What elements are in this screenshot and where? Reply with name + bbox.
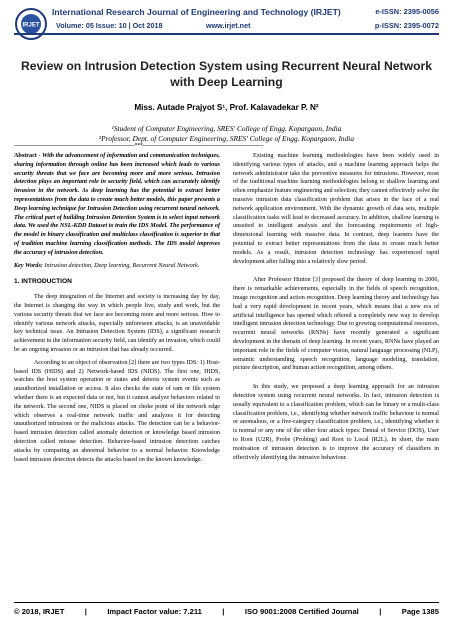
irjet-logo xyxy=(14,7,48,41)
abstract-label: Abstract - xyxy=(14,153,41,159)
keywords-label: Key Words: xyxy=(14,262,43,269)
affiliation-1: ¹Student of Computer Engineering, SRES' College of Engg. Kopargaon, India xyxy=(111,124,342,133)
volume-issue: Volume: 05 Issue: 10 | Oct 2018 xyxy=(56,21,163,30)
p-issn: p-ISSN: 2395-0072 xyxy=(374,21,439,30)
journal-header xyxy=(0,0,453,58)
e-issn: e-ISSN: 2395-0056 xyxy=(375,7,439,16)
intro-paragraph-2: According to an object of observation [2] there are two types IDS: 1) Host-based IDS (HIDS) and 2) Network-based IDS (NIDS). The first one, HIDS, watches the host system operation or states and detects system events such as unauthorized installation or access. It also checks the state of ram or file system whether there is an expected data or not, but it cannot analyze behaviors related to the network. The second one, NIDS is placed on choke point of the network edge which observes a real-time network traffic and analyzes it for detecting unauthorized intrusions or the malicious attacks. The detection can be a behavior-based intrusion detection called anomaly detection or knowledge based intrusion detection called misuse detection. Behavior-based intrusion detection catches attacks by comparing an abnormal behavior to a normal behavior. Knowledge based intrusion detection detects the attacks based on the known knowledge. xyxy=(14,359,220,463)
journal-website-link[interactable]: www.irjet.net xyxy=(206,21,251,30)
footer-sep: | xyxy=(379,607,382,616)
keywords-text: Intrusion detection, Deep learning, Recurrent Neural Network. xyxy=(44,262,200,269)
authors: Miss. Autade Prajyot S¹, Prof. Kalavadekar P. N² xyxy=(134,103,319,112)
abstract xyxy=(14,152,220,258)
body-paragraph-1: Existing machine learning methodologies have been widely used in identifying various types of attacks, and a machine learning approach helps the network administrator take the preventive measures for intrusions. However, most of the traditional machine learning methodologies belong to shallow learning and often emphasize feature engineering and selection; they cannot effectively solve the massive intrusion data classification problem that arises in the face of a real network application environment. With the dynamic growth of data sets, multiple classification tasks will lead to decreased accuracy. In addition, shallow learning is unsuited to intelligent analysis and the forecasting requirements of high-dimensional learning with massive data. In contrast, deep learners have the potential to extract better representations from the data to create much better models. As a result, intrusion detection technology has experienced rapid development after falling into a relatively slow period. xyxy=(233,153,439,265)
page-footer xyxy=(14,607,439,616)
footer-iso: ISO 9001:2008 Certified Journal xyxy=(244,607,359,616)
abstract-text: With the advancement of information and communication techniques, sharing information through online has been increased which leads to various security threats that we face are becoming more and more serious. Intrusion detection plays an important role in security field, which can accurately identify invasion in the network. As deep learning has the potential to extract better representations from the data to create much better models, this paper presents a Deep learning technique for Intrusion Detection using recurrent neural network. The critical part of building Intrusion Detection System is to select input network data. We used the NSL-KDD Dataset to train the IDS Model. The performance of the model in binary classification and multiclass classification is superior to that of tradition machine learning classification methods. The IDS model improves the accuracy of intrusion detection. xyxy=(14,153,220,256)
footer-divider xyxy=(14,602,439,603)
keywords xyxy=(14,262,220,271)
header-divider xyxy=(14,33,439,35)
body-paragraph-2: After Professor Hinton [3] proposed the theory of deep learning in 2006, there is remarkable achievements, especially in the fields of speech recognition, image recognition and action recognition. Deep learning theory and technology has had a very rapid development in recent years, which means that a new era of artificial intelligence has opened which offered a completely new way to develop intelligent intrusion detection technology. Due to growing computational resources, recurrent neural networks (RNNs) have recently generated a significant development in the domain of deep learning. In recent years, RNNs have played an important role in the fields of computer vision, natural language processing (NLP), semantic understanding, speech recognition, language modeling, translation, picture description, and human action recognition, among others. xyxy=(233,277,439,372)
footer-impact-factor: Impact Factor value: 7.211 xyxy=(107,607,202,616)
left-column xyxy=(14,152,220,468)
section-heading-introduction: 1. INTRODUCTION xyxy=(14,278,72,286)
footer-copyright: © 2018, IRJET xyxy=(14,607,65,616)
footer-page-number: Page 1385 xyxy=(401,607,439,616)
paper-title: Review on Intrusion Detection System using Recurrent Neural Network with Deep Learning xyxy=(20,59,433,89)
body-paragraph-3: In this study, we proposed a deep learning approach for an intrusion detection system using recurrent neural networks. In fact, intrusion detection is usually equivalent to a classification problem, which can be binary or a multi-class classification problem, i.e., identifying whether network traffic behaviour is normal or anomalous, or a five-category classification problem, i.e., identifying whether it is normal or any one of the other four attack types: Denial of Service (DOS), User to Root (U2R), Probe (Probing) and Root to Local (R2L). In short, the main motivation of intrusion detection is to improve the accuracy of classifiers in effectively identifying the intrusive behaviour. xyxy=(233,384,439,461)
journal-title: International Research Journal of Engineering and Technology (IRJET) xyxy=(52,7,341,17)
svg-text:IRJET: IRJET xyxy=(22,22,40,29)
footer-sep: | xyxy=(84,607,87,616)
right-column xyxy=(233,152,439,466)
affiliation-2: ²Professor, Dept. of Computer Engineering, SRES' College of Engg. Kopargaon, India xyxy=(98,134,355,143)
intro-paragraph-1: The deep integration of the Internet and society is increasing day by day, the Internet is changing the way in which people live, study and work, but the various security threats that we face are becoming more and more serious. How to identify various network attacks, especially unforeseen attacks, is an unavoidable key technical issue. An Intrusion Detection System (IDS), a significant research achievement in the information security field, can identify an invasion, which could be an ongoing invasion or an intrusion that has already occurred. xyxy=(14,294,220,353)
footer-sep: | xyxy=(222,607,225,616)
separator-line: -----------------------------------------------------------------------***----------------------------------------------------------------------- xyxy=(14,143,264,149)
